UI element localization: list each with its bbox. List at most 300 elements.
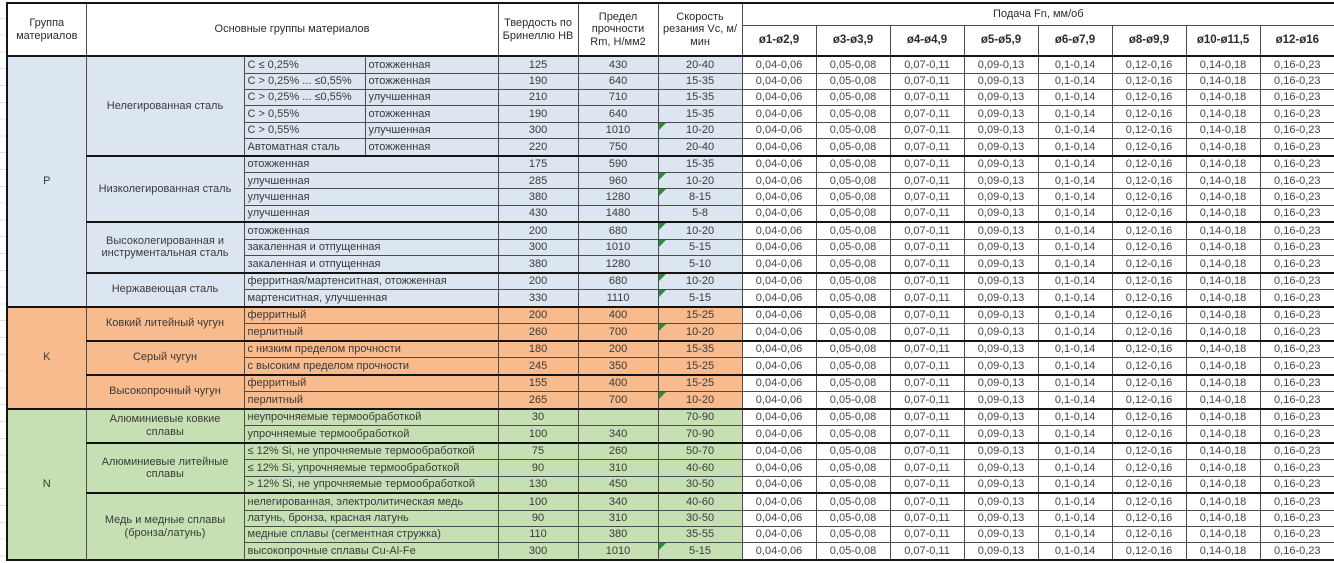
feed-cell-6[interactable]: 0,14-0,18 xyxy=(1186,460,1260,476)
feed-cell-2[interactable]: 0,07-0,11 xyxy=(890,443,964,460)
feed-cell-0[interactable]: 0,04-0,06 xyxy=(742,341,816,358)
feed-cell-2[interactable]: 0,07-0,11 xyxy=(890,493,964,510)
feed-cell-6[interactable]: 0,14-0,18 xyxy=(1186,239,1260,255)
header-tensile-strength[interactable]: Предел прочности Rm, Н/мм2 xyxy=(578,3,658,56)
hb-cell[interactable]: 285 xyxy=(498,173,578,189)
state-cell[interactable]: высокопрочные сплавы Cu-Al-Fe xyxy=(244,543,498,560)
feed-cell-6[interactable]: 0,14-0,18 xyxy=(1186,426,1260,443)
feed-cell-1[interactable]: 0,05-0,08 xyxy=(816,409,890,426)
feed-cell-3[interactable]: 0,09-0,13 xyxy=(964,73,1038,89)
feed-cell-2[interactable]: 0,07-0,11 xyxy=(890,273,964,290)
feed-cell-4[interactable]: 0,1-0,14 xyxy=(1038,324,1112,341)
feed-cell-2[interactable]: 0,07-0,11 xyxy=(890,122,964,138)
feed-cell-0[interactable]: 0,04-0,06 xyxy=(742,476,816,493)
vc-cell[interactable]: 15-25 xyxy=(658,375,742,392)
feed-cell-6[interactable]: 0,14-0,18 xyxy=(1186,543,1260,560)
feed-cell-3[interactable]: 0,09-0,13 xyxy=(964,273,1038,290)
feed-cell-0[interactable]: 0,04-0,06 xyxy=(742,156,816,173)
vc-cell[interactable]: 15-35 xyxy=(658,341,742,358)
feed-cell-3[interactable]: 0,09-0,13 xyxy=(964,89,1038,105)
feed-cell-0[interactable]: 0,04-0,06 xyxy=(742,239,816,255)
header-main-material-groups[interactable]: Основные группы материалов xyxy=(86,3,498,56)
feed-cell-4[interactable]: 0,1-0,14 xyxy=(1038,307,1112,324)
state-cell[interactable]: улучшенная xyxy=(365,89,498,105)
feed-cell-5[interactable]: 0,12-0,16 xyxy=(1112,543,1186,560)
state-cell[interactable]: отожженная xyxy=(365,56,498,73)
rm-cell[interactable]: 340 xyxy=(578,493,658,510)
feed-cell-5[interactable]: 0,12-0,16 xyxy=(1112,426,1186,443)
feed-cell-4[interactable]: 0,1-0,14 xyxy=(1038,139,1112,156)
feed-cell-6[interactable]: 0,14-0,18 xyxy=(1186,324,1260,341)
state-cell[interactable]: упрочняемые термообработкой xyxy=(244,426,498,443)
feed-cell-3[interactable]: 0,09-0,13 xyxy=(964,375,1038,392)
hb-cell[interactable]: 75 xyxy=(498,443,578,460)
feed-cell-4[interactable]: 0,1-0,14 xyxy=(1038,189,1112,205)
feed-cell-2[interactable]: 0,07-0,11 xyxy=(890,543,964,560)
state-cell[interactable]: улучшенная xyxy=(244,205,498,222)
feed-cell-2[interactable]: 0,07-0,11 xyxy=(890,156,964,173)
feed-cell-1[interactable]: 0,05-0,08 xyxy=(816,106,890,122)
feed-cell-1[interactable]: 0,05-0,08 xyxy=(816,392,890,409)
feed-cell-1[interactable]: 0,05-0,08 xyxy=(816,56,890,73)
family-name-cell[interactable]: Ковкий литейный чугун xyxy=(86,307,244,341)
hb-cell[interactable]: 380 xyxy=(498,189,578,205)
hb-cell[interactable]: 200 xyxy=(498,273,578,290)
feed-cell-1[interactable]: 0,05-0,08 xyxy=(816,358,890,375)
feed-cell-2[interactable]: 0,07-0,11 xyxy=(890,256,964,273)
rm-cell[interactable]: 750 xyxy=(578,139,658,156)
feed-cell-3[interactable]: 0,09-0,13 xyxy=(964,358,1038,375)
feed-cell-4[interactable]: 0,1-0,14 xyxy=(1038,460,1112,476)
vc-cell[interactable]: 30-50 xyxy=(658,510,742,526)
feed-cell-2[interactable]: 0,07-0,11 xyxy=(890,106,964,122)
rm-cell[interactable]: 710 xyxy=(578,89,658,105)
feed-cell-7[interactable]: 0,16-0,23 xyxy=(1260,443,1334,460)
state-cell[interactable]: отожженная xyxy=(244,156,498,173)
vc-cell[interactable]: 15-25 xyxy=(658,358,742,375)
feed-cell-7[interactable]: 0,16-0,23 xyxy=(1260,476,1334,493)
header-diameter-7[interactable]: ø12-ø16 xyxy=(1260,25,1334,56)
feed-cell-5[interactable]: 0,12-0,16 xyxy=(1112,341,1186,358)
hb-cell[interactable]: 330 xyxy=(498,290,578,307)
feed-cell-4[interactable]: 0,1-0,14 xyxy=(1038,392,1112,409)
feed-cell-0[interactable]: 0,04-0,06 xyxy=(742,122,816,138)
state-cell[interactable]: неупрочняемые термообработкой xyxy=(244,409,498,426)
header-material-group[interactable]: Группа материалов xyxy=(7,3,86,56)
feed-cell-3[interactable]: 0,09-0,13 xyxy=(964,222,1038,239)
feed-cell-1[interactable]: 0,05-0,08 xyxy=(816,173,890,189)
feed-cell-3[interactable]: 0,09-0,13 xyxy=(964,139,1038,156)
feed-cell-4[interactable]: 0,1-0,14 xyxy=(1038,256,1112,273)
feed-cell-5[interactable]: 0,12-0,16 xyxy=(1112,89,1186,105)
rm-cell[interactable]: 960 xyxy=(578,173,658,189)
feed-cell-5[interactable]: 0,12-0,16 xyxy=(1112,189,1186,205)
vc-cell[interactable]: 15-35 xyxy=(658,156,742,173)
feed-cell-6[interactable]: 0,14-0,18 xyxy=(1186,189,1260,205)
feed-cell-5[interactable]: 0,12-0,16 xyxy=(1112,526,1186,542)
feed-cell-1[interactable]: 0,05-0,08 xyxy=(816,375,890,392)
feed-cell-7[interactable]: 0,16-0,23 xyxy=(1260,510,1334,526)
feed-cell-0[interactable]: 0,04-0,06 xyxy=(742,205,816,222)
vc-cell[interactable]: 15-35 xyxy=(658,106,742,122)
vc-cell[interactable]: 10-20 xyxy=(658,273,742,290)
feed-cell-1[interactable]: 0,05-0,08 xyxy=(816,460,890,476)
feed-cell-6[interactable]: 0,14-0,18 xyxy=(1186,256,1260,273)
state-cell[interactable]: отожженная xyxy=(365,139,498,156)
feed-cell-1[interactable]: 0,05-0,08 xyxy=(816,73,890,89)
feed-cell-6[interactable]: 0,14-0,18 xyxy=(1186,510,1260,526)
feed-cell-3[interactable]: 0,09-0,13 xyxy=(964,324,1038,341)
detail-cell[interactable]: C > 0,55% xyxy=(244,122,365,138)
vc-cell[interactable]: 15-25 xyxy=(658,307,742,324)
feed-cell-2[interactable]: 0,07-0,11 xyxy=(890,139,964,156)
feed-cell-3[interactable]: 0,09-0,13 xyxy=(964,307,1038,324)
feed-cell-4[interactable]: 0,1-0,14 xyxy=(1038,156,1112,173)
feed-cell-7[interactable]: 0,16-0,23 xyxy=(1260,122,1334,138)
feed-cell-0[interactable]: 0,04-0,06 xyxy=(742,290,816,307)
feed-cell-0[interactable]: 0,04-0,06 xyxy=(742,358,816,375)
feed-cell-6[interactable]: 0,14-0,18 xyxy=(1186,476,1260,493)
rm-cell[interactable]: 700 xyxy=(578,392,658,409)
feed-cell-3[interactable]: 0,09-0,13 xyxy=(964,341,1038,358)
feed-cell-0[interactable]: 0,04-0,06 xyxy=(742,273,816,290)
detail-cell[interactable]: C ≤ 0,25% xyxy=(244,56,365,73)
feed-cell-7[interactable]: 0,16-0,23 xyxy=(1260,426,1334,443)
feed-cell-4[interactable]: 0,1-0,14 xyxy=(1038,443,1112,460)
feed-cell-6[interactable]: 0,14-0,18 xyxy=(1186,73,1260,89)
feed-cell-5[interactable]: 0,12-0,16 xyxy=(1112,256,1186,273)
feed-cell-2[interactable]: 0,07-0,11 xyxy=(890,460,964,476)
feed-cell-6[interactable]: 0,14-0,18 xyxy=(1186,156,1260,173)
rm-cell[interactable]: 350 xyxy=(578,358,658,375)
feed-cell-2[interactable]: 0,07-0,11 xyxy=(890,476,964,493)
feed-cell-6[interactable]: 0,14-0,18 xyxy=(1186,56,1260,73)
vc-cell[interactable]: 70-90 xyxy=(658,409,742,426)
detail-cell[interactable]: C > 0,55% xyxy=(244,106,365,122)
rm-cell[interactable]: 200 xyxy=(578,341,658,358)
state-cell[interactable]: отожженная xyxy=(365,73,498,89)
feed-cell-5[interactable]: 0,12-0,16 xyxy=(1112,239,1186,255)
feed-cell-1[interactable]: 0,05-0,08 xyxy=(816,526,890,542)
feed-cell-2[interactable]: 0,07-0,11 xyxy=(890,89,964,105)
feed-cell-2[interactable]: 0,07-0,11 xyxy=(890,189,964,205)
state-cell[interactable]: нелегированная, электролитическая медь xyxy=(244,493,498,510)
header-diameter-1[interactable]: ø3-ø3,9 xyxy=(816,25,890,56)
feed-cell-1[interactable]: 0,05-0,08 xyxy=(816,222,890,239)
rm-cell[interactable]: 400 xyxy=(578,375,658,392)
feed-cell-0[interactable]: 0,04-0,06 xyxy=(742,392,816,409)
rm-cell[interactable]: 1010 xyxy=(578,543,658,560)
feed-cell-3[interactable]: 0,09-0,13 xyxy=(964,122,1038,138)
feed-cell-6[interactable]: 0,14-0,18 xyxy=(1186,139,1260,156)
rm-cell[interactable]: 400 xyxy=(578,307,658,324)
rm-cell[interactable]: 340 xyxy=(578,426,658,443)
feed-cell-2[interactable]: 0,07-0,11 xyxy=(890,341,964,358)
feed-cell-5[interactable]: 0,12-0,16 xyxy=(1112,392,1186,409)
feed-cell-2[interactable]: 0,07-0,11 xyxy=(890,324,964,341)
feed-cell-2[interactable]: 0,07-0,11 xyxy=(890,392,964,409)
vc-cell[interactable]: 10-20 xyxy=(658,392,742,409)
feed-cell-3[interactable]: 0,09-0,13 xyxy=(964,56,1038,73)
feed-cell-1[interactable]: 0,05-0,08 xyxy=(816,543,890,560)
detail-cell[interactable]: Автоматная сталь xyxy=(244,139,365,156)
feed-cell-1[interactable]: 0,05-0,08 xyxy=(816,139,890,156)
hb-cell[interactable]: 300 xyxy=(498,543,578,560)
state-cell[interactable]: улучшенная xyxy=(244,189,498,205)
feed-cell-3[interactable]: 0,09-0,13 xyxy=(964,290,1038,307)
feed-cell-5[interactable]: 0,12-0,16 xyxy=(1112,460,1186,476)
vc-cell[interactable]: 5-15 xyxy=(658,290,742,307)
feed-cell-7[interactable]: 0,16-0,23 xyxy=(1260,526,1334,542)
feed-cell-0[interactable]: 0,04-0,06 xyxy=(742,307,816,324)
hb-cell[interactable]: 30 xyxy=(498,409,578,426)
feed-cell-4[interactable]: 0,1-0,14 xyxy=(1038,290,1112,307)
feed-cell-0[interactable]: 0,04-0,06 xyxy=(742,106,816,122)
feed-cell-1[interactable]: 0,05-0,08 xyxy=(816,443,890,460)
feed-cell-7[interactable]: 0,16-0,23 xyxy=(1260,543,1334,560)
detail-cell[interactable]: C > 0,25% ... ≤0,55% xyxy=(244,73,365,89)
feed-cell-1[interactable]: 0,05-0,08 xyxy=(816,426,890,443)
feed-cell-0[interactable]: 0,04-0,06 xyxy=(742,89,816,105)
hb-cell[interactable]: 300 xyxy=(498,239,578,255)
feed-cell-6[interactable]: 0,14-0,18 xyxy=(1186,290,1260,307)
feed-cell-7[interactable]: 0,16-0,23 xyxy=(1260,73,1334,89)
feed-cell-5[interactable]: 0,12-0,16 xyxy=(1112,222,1186,239)
header-diameter-6[interactable]: ø10-ø11,5 xyxy=(1186,25,1260,56)
feed-cell-1[interactable]: 0,05-0,08 xyxy=(816,122,890,138)
header-brinell-hardness[interactable]: Твердость по Бринеллю HB xyxy=(498,3,578,56)
feed-cell-4[interactable]: 0,1-0,14 xyxy=(1038,222,1112,239)
feed-cell-5[interactable]: 0,12-0,16 xyxy=(1112,358,1186,375)
feed-cell-6[interactable]: 0,14-0,18 xyxy=(1186,106,1260,122)
rm-cell[interactable]: 1280 xyxy=(578,189,658,205)
feed-cell-4[interactable]: 0,1-0,14 xyxy=(1038,476,1112,493)
hb-cell[interactable]: 100 xyxy=(498,493,578,510)
vc-cell[interactable]: 10-20 xyxy=(658,324,742,341)
feed-cell-4[interactable]: 0,1-0,14 xyxy=(1038,89,1112,105)
feed-cell-5[interactable]: 0,12-0,16 xyxy=(1112,375,1186,392)
state-cell[interactable]: ферритный xyxy=(244,307,498,324)
feed-cell-5[interactable]: 0,12-0,16 xyxy=(1112,173,1186,189)
hb-cell[interactable]: 245 xyxy=(498,358,578,375)
hb-cell[interactable]: 190 xyxy=(498,73,578,89)
feed-cell-0[interactable]: 0,04-0,06 xyxy=(742,56,816,73)
state-cell[interactable]: отожженная xyxy=(244,222,498,239)
feed-cell-6[interactable]: 0,14-0,18 xyxy=(1186,358,1260,375)
state-cell[interactable]: > 12% Si, не упрочняемые термообработкой xyxy=(244,476,498,493)
feed-cell-1[interactable]: 0,05-0,08 xyxy=(816,273,890,290)
feed-cell-1[interactable]: 0,05-0,08 xyxy=(816,307,890,324)
hb-cell[interactable]: 130 xyxy=(498,476,578,493)
hb-cell[interactable]: 100 xyxy=(498,426,578,443)
feed-cell-1[interactable]: 0,05-0,08 xyxy=(816,510,890,526)
feed-cell-6[interactable]: 0,14-0,18 xyxy=(1186,205,1260,222)
vc-cell[interactable]: 35-55 xyxy=(658,526,742,542)
feed-cell-0[interactable]: 0,04-0,06 xyxy=(742,443,816,460)
feed-cell-3[interactable]: 0,09-0,13 xyxy=(964,156,1038,173)
feed-cell-4[interactable]: 0,1-0,14 xyxy=(1038,73,1112,89)
feed-cell-2[interactable]: 0,07-0,11 xyxy=(890,409,964,426)
feed-cell-2[interactable]: 0,07-0,11 xyxy=(890,375,964,392)
feed-cell-4[interactable]: 0,1-0,14 xyxy=(1038,273,1112,290)
rm-cell[interactable] xyxy=(578,409,658,426)
vc-cell[interactable]: 10-20 xyxy=(658,222,742,239)
feed-cell-0[interactable]: 0,04-0,06 xyxy=(742,510,816,526)
feed-cell-7[interactable]: 0,16-0,23 xyxy=(1260,324,1334,341)
family-name-cell[interactable]: Высоколегированная и инструментальная сталь xyxy=(86,222,244,272)
vc-cell[interactable]: 5-10 xyxy=(658,256,742,273)
feed-cell-5[interactable]: 0,12-0,16 xyxy=(1112,510,1186,526)
family-name-cell[interactable]: Алюминиевые литейные сплавы xyxy=(86,443,244,493)
feed-cell-5[interactable]: 0,12-0,16 xyxy=(1112,106,1186,122)
header-diameter-5[interactable]: ø8-ø9,9 xyxy=(1112,25,1186,56)
hb-cell[interactable]: 300 xyxy=(498,122,578,138)
rm-cell[interactable]: 680 xyxy=(578,222,658,239)
feed-cell-7[interactable]: 0,16-0,23 xyxy=(1260,341,1334,358)
feed-cell-2[interactable]: 0,07-0,11 xyxy=(890,73,964,89)
feed-cell-1[interactable]: 0,05-0,08 xyxy=(816,89,890,105)
rm-cell[interactable]: 1280 xyxy=(578,256,658,273)
rm-cell[interactable]: 450 xyxy=(578,476,658,493)
rm-cell[interactable]: 1480 xyxy=(578,205,658,222)
feed-cell-7[interactable]: 0,16-0,23 xyxy=(1260,273,1334,290)
feed-cell-1[interactable]: 0,05-0,08 xyxy=(816,205,890,222)
hb-cell[interactable]: 260 xyxy=(498,324,578,341)
state-cell[interactable]: закаленная и отпущенная xyxy=(244,239,498,255)
vc-cell[interactable]: 40-60 xyxy=(658,493,742,510)
state-cell[interactable]: мартенситная, улучшенная xyxy=(244,290,498,307)
feed-cell-1[interactable]: 0,05-0,08 xyxy=(816,290,890,307)
vc-cell[interactable]: 10-20 xyxy=(658,173,742,189)
feed-cell-3[interactable]: 0,09-0,13 xyxy=(964,476,1038,493)
feed-cell-2[interactable]: 0,07-0,11 xyxy=(890,173,964,189)
vc-cell[interactable]: 5-8 xyxy=(658,205,742,222)
vc-cell[interactable]: 20-40 xyxy=(658,139,742,156)
feed-cell-7[interactable]: 0,16-0,23 xyxy=(1260,256,1334,273)
feed-cell-7[interactable]: 0,16-0,23 xyxy=(1260,290,1334,307)
feed-cell-0[interactable]: 0,04-0,06 xyxy=(742,426,816,443)
feed-cell-7[interactable]: 0,16-0,23 xyxy=(1260,307,1334,324)
feed-cell-1[interactable]: 0,05-0,08 xyxy=(816,341,890,358)
feed-cell-6[interactable]: 0,14-0,18 xyxy=(1186,307,1260,324)
hb-cell[interactable]: 155 xyxy=(498,375,578,392)
feed-cell-7[interactable]: 0,16-0,23 xyxy=(1260,205,1334,222)
header-diameter-2[interactable]: ø4-ø4,9 xyxy=(890,25,964,56)
feed-cell-5[interactable]: 0,12-0,16 xyxy=(1112,290,1186,307)
feed-cell-0[interactable]: 0,04-0,06 xyxy=(742,409,816,426)
feed-cell-7[interactable]: 0,16-0,23 xyxy=(1260,493,1334,510)
feed-cell-4[interactable]: 0,1-0,14 xyxy=(1038,358,1112,375)
feed-cell-0[interactable]: 0,04-0,06 xyxy=(742,460,816,476)
feed-cell-7[interactable]: 0,16-0,23 xyxy=(1260,156,1334,173)
feed-cell-5[interactable]: 0,12-0,16 xyxy=(1112,443,1186,460)
feed-cell-5[interactable]: 0,12-0,16 xyxy=(1112,324,1186,341)
header-feed[interactable]: Подача Fn, мм/об xyxy=(742,3,1334,25)
feed-cell-3[interactable]: 0,09-0,13 xyxy=(964,205,1038,222)
rm-cell[interactable]: 1110 xyxy=(578,290,658,307)
rm-cell[interactable]: 1010 xyxy=(578,239,658,255)
feed-cell-2[interactable]: 0,07-0,11 xyxy=(890,526,964,542)
rm-cell[interactable]: 380 xyxy=(578,526,658,542)
feed-cell-4[interactable]: 0,1-0,14 xyxy=(1038,239,1112,255)
feed-cell-0[interactable]: 0,04-0,06 xyxy=(742,324,816,341)
family-name-cell[interactable]: Высокопрочный чугун xyxy=(86,375,244,409)
feed-cell-6[interactable]: 0,14-0,18 xyxy=(1186,493,1260,510)
vc-cell[interactable]: 5-15 xyxy=(658,239,742,255)
feed-cell-5[interactable]: 0,12-0,16 xyxy=(1112,493,1186,510)
feed-cell-3[interactable]: 0,09-0,13 xyxy=(964,426,1038,443)
feed-cell-0[interactable]: 0,04-0,06 xyxy=(742,543,816,560)
feed-cell-6[interactable]: 0,14-0,18 xyxy=(1186,89,1260,105)
vc-cell[interactable]: 8-15 xyxy=(658,189,742,205)
rm-cell[interactable]: 1010 xyxy=(578,122,658,138)
feed-cell-1[interactable]: 0,05-0,08 xyxy=(816,493,890,510)
vc-cell[interactable]: 40-60 xyxy=(658,460,742,476)
feed-cell-1[interactable]: 0,05-0,08 xyxy=(816,189,890,205)
feed-cell-5[interactable]: 0,12-0,16 xyxy=(1112,205,1186,222)
vc-cell[interactable]: 50-70 xyxy=(658,443,742,460)
feed-cell-3[interactable]: 0,09-0,13 xyxy=(964,173,1038,189)
feed-cell-3[interactable]: 0,09-0,13 xyxy=(964,256,1038,273)
hb-cell[interactable]: 265 xyxy=(498,392,578,409)
feed-cell-4[interactable]: 0,1-0,14 xyxy=(1038,543,1112,560)
family-name-cell[interactable]: Нержавеющая сталь xyxy=(86,273,244,307)
feed-cell-7[interactable]: 0,16-0,23 xyxy=(1260,375,1334,392)
state-cell[interactable]: медные сплавы (сегментная стружка) xyxy=(244,526,498,542)
feed-cell-3[interactable]: 0,09-0,13 xyxy=(964,460,1038,476)
feed-cell-4[interactable]: 0,1-0,14 xyxy=(1038,510,1112,526)
feed-cell-2[interactable]: 0,07-0,11 xyxy=(890,222,964,239)
feed-cell-5[interactable]: 0,12-0,16 xyxy=(1112,409,1186,426)
rm-cell[interactable]: 430 xyxy=(578,56,658,73)
feed-cell-5[interactable]: 0,12-0,16 xyxy=(1112,73,1186,89)
feed-cell-2[interactable]: 0,07-0,11 xyxy=(890,307,964,324)
feed-cell-4[interactable]: 0,1-0,14 xyxy=(1038,526,1112,542)
detail-cell[interactable]: C > 0,25% ... ≤0,55% xyxy=(244,89,365,105)
feed-cell-4[interactable]: 0,1-0,14 xyxy=(1038,341,1112,358)
feed-cell-6[interactable]: 0,14-0,18 xyxy=(1186,173,1260,189)
feed-cell-7[interactable]: 0,16-0,23 xyxy=(1260,239,1334,255)
feed-cell-4[interactable]: 0,1-0,14 xyxy=(1038,173,1112,189)
state-cell[interactable]: с высоким пределом прочности xyxy=(244,358,498,375)
state-cell[interactable]: латунь, бронза, красная латунь xyxy=(244,510,498,526)
hb-cell[interactable]: 110 xyxy=(498,526,578,542)
hb-cell[interactable]: 200 xyxy=(498,222,578,239)
rm-cell[interactable]: 310 xyxy=(578,510,658,526)
feed-cell-4[interactable]: 0,1-0,14 xyxy=(1038,493,1112,510)
rm-cell[interactable]: 310 xyxy=(578,460,658,476)
feed-cell-4[interactable]: 0,1-0,14 xyxy=(1038,106,1112,122)
hb-cell[interactable]: 180 xyxy=(498,341,578,358)
feed-cell-3[interactable]: 0,09-0,13 xyxy=(964,443,1038,460)
feed-cell-1[interactable]: 0,05-0,08 xyxy=(816,239,890,255)
feed-cell-0[interactable]: 0,04-0,06 xyxy=(742,173,816,189)
family-name-cell[interactable]: Низколегированная сталь xyxy=(86,156,244,223)
feed-cell-6[interactable]: 0,14-0,18 xyxy=(1186,443,1260,460)
feed-cell-4[interactable]: 0,1-0,14 xyxy=(1038,56,1112,73)
feed-cell-5[interactable]: 0,12-0,16 xyxy=(1112,139,1186,156)
header-diameter-4[interactable]: ø6-ø7,9 xyxy=(1038,25,1112,56)
feed-cell-0[interactable]: 0,04-0,06 xyxy=(742,256,816,273)
feed-cell-0[interactable]: 0,04-0,06 xyxy=(742,139,816,156)
vc-cell[interactable]: 15-35 xyxy=(658,89,742,105)
feed-cell-3[interactable]: 0,09-0,13 xyxy=(964,189,1038,205)
feed-cell-7[interactable]: 0,16-0,23 xyxy=(1260,409,1334,426)
rm-cell[interactable]: 680 xyxy=(578,273,658,290)
feed-cell-1[interactable]: 0,05-0,08 xyxy=(816,256,890,273)
feed-cell-6[interactable]: 0,14-0,18 xyxy=(1186,222,1260,239)
feed-cell-6[interactable]: 0,14-0,18 xyxy=(1186,122,1260,138)
